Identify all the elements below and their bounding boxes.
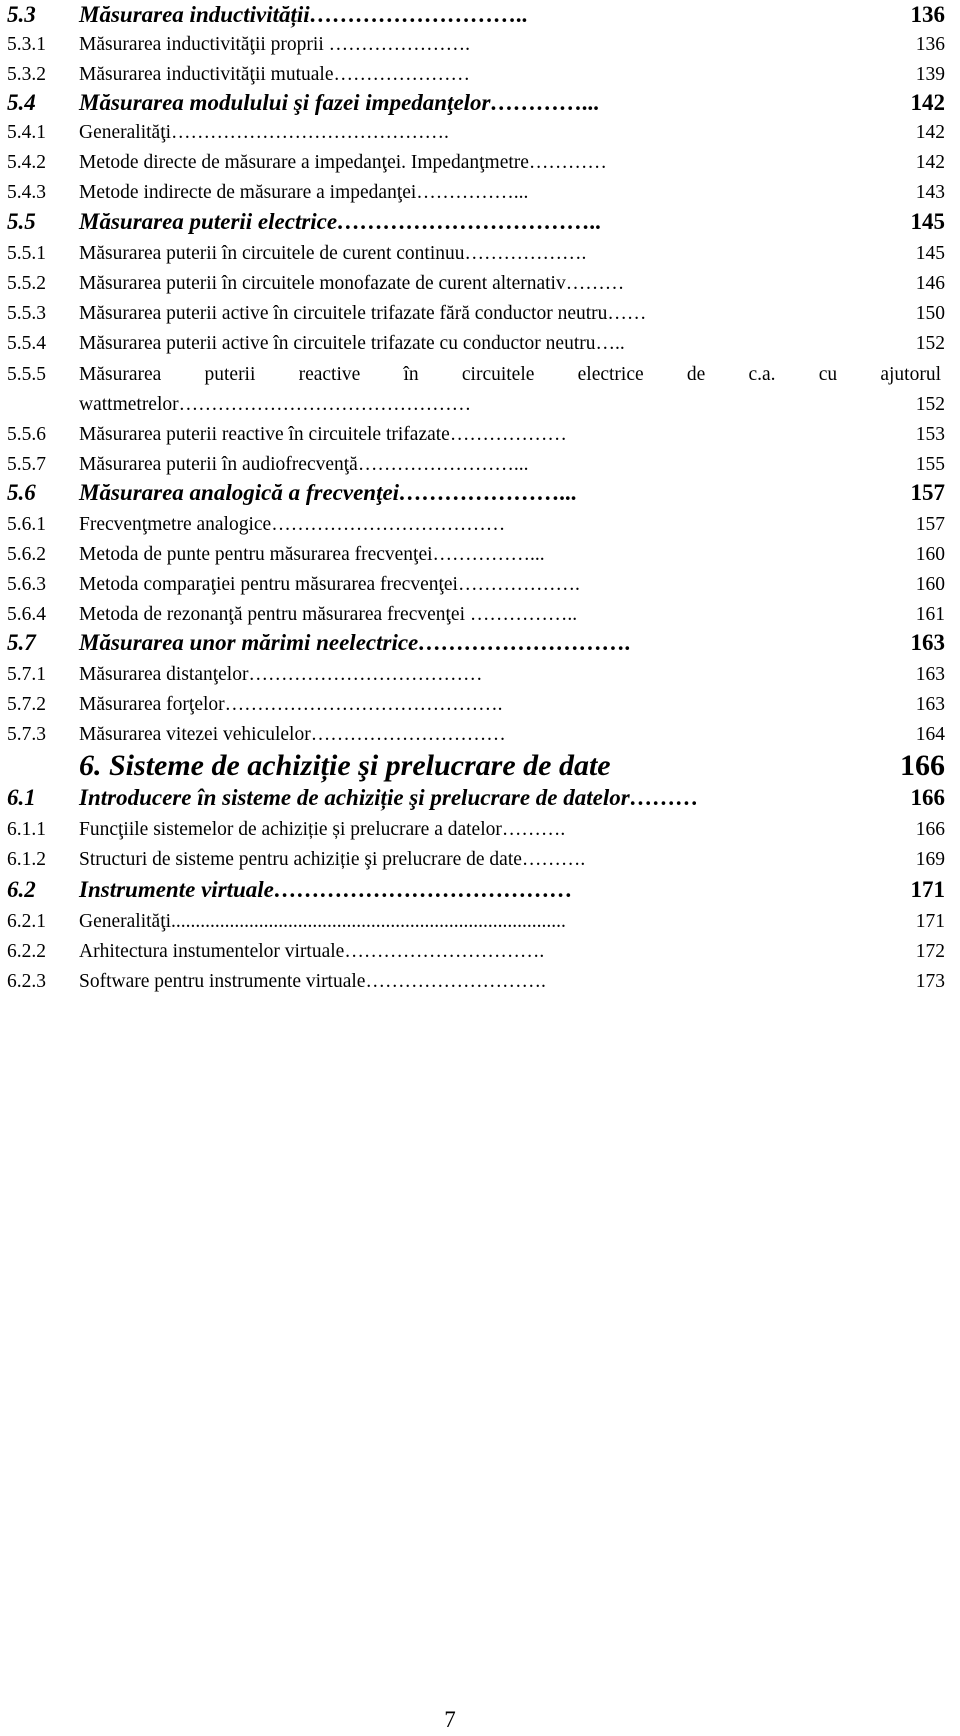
toc-entry-page: 163 — [915, 694, 945, 715]
toc-entry-title: Măsurarea inductivităţii mutuale………………… — [79, 64, 470, 85]
toc-entry-number: 5.7.2 — [7, 694, 46, 715]
toc-entry-number: 5.6.2 — [7, 544, 46, 565]
toc-entry — [0, 30, 960, 60]
toc-entry — [0, 540, 960, 570]
toc-entry-title: Măsurarea puterii electrice…………………………….. — [79, 209, 602, 234]
toc-entry-title: Măsurarea puterii în audiofrecvenţă……………………... — [79, 454, 529, 475]
toc-entry-number: 5.7 — [7, 630, 36, 655]
toc-entry — [0, 88, 960, 118]
toc-entry — [0, 0, 960, 30]
toc-entry-page: 152 — [915, 394, 945, 415]
toc-entry-number: 6.2.2 — [7, 941, 46, 962]
toc-entry-page: 136 — [910, 2, 945, 27]
toc-entry-page: 145 — [915, 243, 945, 264]
toc-entry-page: 157 — [915, 514, 945, 535]
toc-entry-page: 150 — [915, 303, 945, 324]
toc-entry — [0, 420, 960, 450]
toc-entry-title: Măsurarea puterii active în circuitele trifazate fără conductor neutru…… — [79, 303, 647, 324]
toc-entry — [0, 360, 960, 390]
toc-entry-title — [79, 364, 941, 386]
toc-entry-title: Metoda comparaţiei pentru măsurarea frecvenţei………………. — [79, 574, 580, 595]
toc-entry-title: Măsurarea inductivităţii proprii …………………. — [79, 34, 471, 55]
toc-entry-title: Generalităţi……………………………………. — [79, 122, 449, 143]
toc-entry — [0, 178, 960, 208]
toc-entry — [0, 907, 960, 937]
toc-entry-title: Măsurarea puterii în circuitele monofazate de curent alternativ……… — [79, 273, 625, 294]
toc-entry-number: 5.4.1 — [7, 122, 46, 143]
toc-entry-number: 5.5.4 — [7, 333, 46, 354]
toc-entry-page: 161 — [915, 604, 945, 625]
toc-entry-number: 5.3.1 — [7, 34, 46, 55]
toc-entry-number: 5.6.3 — [7, 574, 46, 595]
toc-entry — [0, 690, 960, 720]
toc-entry-page: 152 — [915, 333, 945, 354]
toc-entry-title: Măsurarea distanţelor……………………………… — [79, 664, 483, 685]
toc-entry — [0, 937, 960, 967]
toc-entry — [0, 510, 960, 540]
toc-entry-title: Metode indirecte de măsurare a impedanţei……………... — [79, 182, 529, 203]
toc-entry-number: 5.3 — [7, 2, 36, 27]
toc-entry-title: Măsurarea unor mărimi neelectrice………………………. — [79, 630, 632, 655]
toc-entry-page: 171 — [915, 911, 945, 932]
toc-entry — [0, 269, 960, 299]
toc-entry-title: wattmetrelor……………………………………… — [79, 394, 472, 415]
toc-entry-number: 5.7.1 — [7, 664, 46, 685]
toc-entry — [0, 60, 960, 90]
toc-entry — [0, 845, 960, 875]
toc-entry-number: 5.5.6 — [7, 424, 46, 445]
toc-entry-number: 6.1.2 — [7, 849, 46, 870]
toc-entry — [0, 875, 960, 905]
toc-entry-page: 142 — [915, 152, 945, 173]
toc-entry-page: 142 — [915, 122, 945, 143]
toc-entry-title: Frecvenţmetre analogice……………………………… — [79, 514, 506, 535]
toc-entry-title: Măsurarea puterii reactive în circuitele trifazate……………… — [79, 424, 567, 445]
toc-entry-number: 5.4 — [7, 90, 36, 115]
toc-entry-page: 160 — [915, 574, 945, 595]
toc-entry-number: 5.6.1 — [7, 514, 46, 535]
toc-entry-number: 5.4.2 — [7, 152, 46, 173]
toc-entry-number: 6.2.3 — [7, 971, 46, 992]
toc-entry-title: Arhitectura instumentelor virtuale…………………………. — [79, 941, 545, 962]
toc-entry-page: 164 — [915, 724, 945, 745]
toc-entry — [0, 628, 960, 658]
toc-entry-title: Măsurarea inductivității……………………….. — [79, 2, 529, 27]
toc-entry-number: 5.5.7 — [7, 454, 46, 475]
toc-entry-number: 6.1.1 — [7, 819, 46, 840]
toc-entry-title: Măsurarea analogică a frecvenţei…………………... — [79, 480, 578, 505]
toc-entry-number: 6.2 — [7, 877, 36, 902]
toc-entry-number: 5.3.2 — [7, 64, 46, 85]
toc-entry — [0, 118, 960, 148]
toc-entry-title: Măsurarea puterii în circuitele de curent continuu………………. — [79, 243, 587, 264]
toc-entry — [0, 570, 960, 600]
toc-entry-title-text: Măsurarea puterii reactive în circuitele electrice de c.a. cu ajutorul — [79, 364, 941, 385]
toc-entry-title: Măsurarea modulului şi fazei impedanţelor…………... — [79, 90, 600, 115]
toc-entry-page: 139 — [915, 64, 945, 85]
toc-entry-page: 171 — [910, 877, 945, 902]
toc-entry-page: 172 — [915, 941, 945, 962]
toc-entry-number: 5.5.1 — [7, 243, 46, 264]
toc-entry-page: 145 — [910, 209, 945, 234]
toc-entry-title: Măsurarea vitezei vehiculelor………………………… — [79, 724, 506, 745]
toc-entry-page: 157 — [910, 480, 945, 505]
toc-entry-title: Metoda de rezonanţă pentru măsurarea frecvenţei …………….. — [79, 604, 578, 625]
toc-entry-number: 5.7.3 — [7, 724, 46, 745]
toc-entry-page: 166 — [910, 785, 945, 810]
toc-entry-number: 5.5.5 — [7, 364, 46, 385]
toc-entry-title: 6. Sisteme de achiziție şi prelucrare de date — [79, 749, 611, 782]
toc-entry — [0, 749, 960, 782]
toc-entry — [0, 450, 960, 480]
toc-entry — [0, 148, 960, 178]
toc-entry — [0, 207, 960, 237]
toc-entry-page: 155 — [915, 454, 945, 475]
toc-entry-number: 5.5 — [7, 209, 36, 234]
toc-entry — [0, 815, 960, 845]
toc-entry-page: 142 — [910, 90, 945, 115]
toc-entry-title: Măsurarea puterii active în circuitele trifazate cu conductor neutru….. — [79, 333, 625, 354]
toc-entry-page: 173 — [915, 971, 945, 992]
toc-entry-number: 5.6.4 — [7, 604, 46, 625]
toc-entry-page: 146 — [915, 273, 945, 294]
toc-entry-title: Funcţiile sistemelor de achiziție și prelucrare a datelor………. — [79, 819, 566, 840]
toc-entry — [0, 478, 960, 508]
toc-entry — [0, 720, 960, 750]
toc-entry-number: 5.5.2 — [7, 273, 46, 294]
toc-entry-title: Structuri de sisteme pentru achiziție şi prelucrare de date………. — [79, 849, 586, 870]
toc-entry-page: 166 — [915, 819, 945, 840]
toc-entry-title: Metode directe de măsurare a impedanţei. Impedanţmetre………… — [79, 152, 607, 173]
toc-entry-page: 163 — [910, 630, 945, 655]
toc-entry-page: 166 — [900, 749, 945, 782]
page-number: 7 — [444, 1707, 456, 1732]
toc-entry-number: 6.2.1 — [7, 911, 46, 932]
toc-entry-page: 136 — [915, 34, 945, 55]
toc-entry-title: Introducere în sisteme de achiziție şi prelucrare de datelor……… — [79, 785, 699, 810]
toc-entry-page: 169 — [915, 849, 945, 870]
toc-entry — [0, 329, 960, 359]
toc-entry — [0, 299, 960, 329]
toc-entry-title: Metoda de punte pentru măsurarea frecvenţei……………... — [79, 544, 545, 565]
toc-entry-number: 5.6 — [7, 480, 36, 505]
toc-entry-page: 160 — [915, 544, 945, 565]
toc-entry-number: 5.5.3 — [7, 303, 46, 324]
toc-entry-title: Software pentru instrumente virtuale………………………. — [79, 971, 546, 992]
toc-entry — [0, 390, 960, 420]
toc-entry-title: Generalităţi................................................................................. — [79, 911, 566, 932]
toc-entry-number: 6.1 — [7, 785, 36, 810]
toc-entry-page: 163 — [915, 664, 945, 685]
toc-entry-number: 5.4.3 — [7, 182, 46, 203]
toc-entry-title: Măsurarea forţelor……………………………………. — [79, 694, 503, 715]
toc-entry — [0, 600, 960, 630]
toc-entry — [0, 783, 960, 813]
toc-entry — [0, 967, 960, 997]
toc-entry-page: 143 — [915, 182, 945, 203]
toc-entry-title: Instrumente virtuale………………………………… — [79, 877, 573, 902]
toc-entry-page: 153 — [915, 424, 945, 445]
toc-entry — [0, 239, 960, 269]
toc-entry — [0, 660, 960, 690]
